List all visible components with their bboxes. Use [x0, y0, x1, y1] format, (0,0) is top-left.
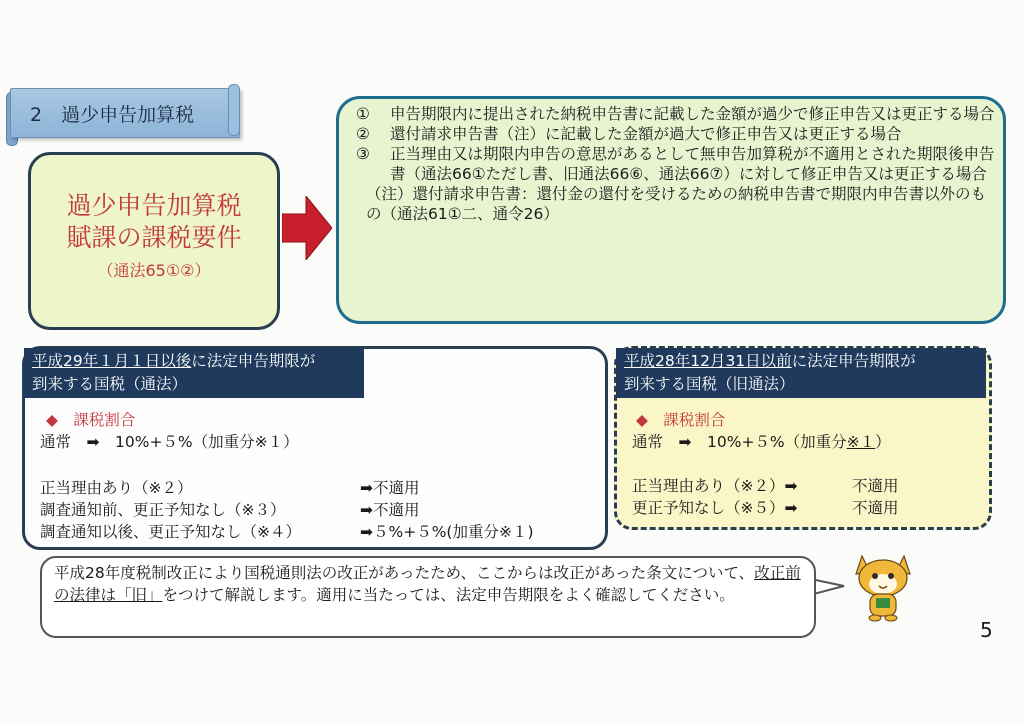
row-value: 不適用 — [852, 499, 899, 517]
normal-rate — [632, 430, 891, 452]
requirement-title-line2: 賦課の課税要件 — [66, 223, 242, 252]
condition-number: ③ — [356, 145, 370, 163]
right-arrow-icon — [282, 196, 332, 260]
panel-current-law-heading — [24, 348, 364, 398]
heading-date: 平成28年12月31日以前 — [624, 352, 792, 370]
condition-number: ① — [356, 105, 370, 123]
bubble-text-underlined: 改正前の法律は「旧」 — [54, 564, 801, 604]
condition-item — [356, 104, 996, 124]
heading-date: 平成29年１月１日以後 — [32, 352, 192, 370]
condition-text: 正当理由又は期限内申告の意思があるとして無申告加算税が不適用とされた期限後申告書（通法66①ただし書、旧通法66⑥、通法66⑦）に対して修正申告又は更正する場合 — [390, 145, 995, 183]
normal-rate: 通常 ➡ 10%+５%（加重分※１） — [40, 433, 299, 451]
heading-text: に法定申告期限が — [191, 352, 316, 370]
row-label: 正当理由あり（※２） — [40, 479, 193, 497]
requirement-subtitle: （通法65①②） — [97, 261, 211, 280]
rate-heading: ◆ 課税割合 — [46, 411, 136, 429]
condition-number: ② — [356, 125, 370, 143]
row-value: ➡５%+５%(加重分※１) — [360, 523, 534, 541]
section-title: 2 過少申告加算税 — [30, 104, 195, 126]
cat-mascot-icon — [848, 548, 918, 624]
bubble-text-part1: 平成28年度税制改正により国税通則法の改正があったため、ここからは改正があった条文について、 — [54, 564, 755, 582]
requirement-title — [28, 190, 280, 254]
bubble-text-part2: をつけて解説します。適用に当たっては、法定申告期限をよく確認してください。 — [162, 586, 735, 604]
tab-scroll-right — [228, 84, 240, 136]
normal-rate-end: ） — [875, 433, 891, 451]
row-label: 正当理由あり（※２）➡ — [632, 477, 798, 495]
normal-rate-text: 通常 ➡ 10%+５%（加重分 — [632, 433, 847, 451]
condition-item — [356, 124, 996, 144]
condition-text: 還付請求申告書（注）に記載した金額が過大で修正申告又は更正する場合 — [390, 125, 902, 143]
heading-text: に法定申告期限が — [791, 352, 916, 370]
conditions-list — [356, 104, 996, 224]
heading-line2: 到来する国税（通法） — [32, 375, 188, 393]
row-value: ➡不適用 — [360, 501, 420, 519]
requirement-title-line1: 過少申告加算税 — [66, 191, 242, 220]
row-label: 調査通知前、更正予知なし（※３） — [40, 501, 286, 519]
panel-old-law-heading — [616, 348, 986, 398]
condition-text: 申告期限内に提出された納税申告書に記載した金額が過少で修正申告又は更正する場合 — [390, 105, 995, 123]
bubble-text — [54, 562, 814, 606]
normal-rate-ref: ※１ — [846, 433, 876, 451]
page-number: 5 — [980, 618, 993, 642]
note-text: （注）還付請求申告書：還付金の還付を受けるための納税申告書で期限内申告書以外のもの（通法61①二、通令26） — [366, 185, 987, 223]
rate-heading: ◆ 課税割合 — [636, 411, 726, 429]
row-label: 調査通知以後、更正予知なし（※４） — [40, 523, 301, 541]
row-value: ➡不適用 — [360, 479, 420, 497]
condition-item — [356, 144, 996, 184]
row-label: 更正予知なし（※５）➡ — [632, 499, 798, 517]
heading-line2: 到来する国税（旧通法） — [624, 375, 795, 393]
row-value: 不適用 — [852, 477, 899, 495]
